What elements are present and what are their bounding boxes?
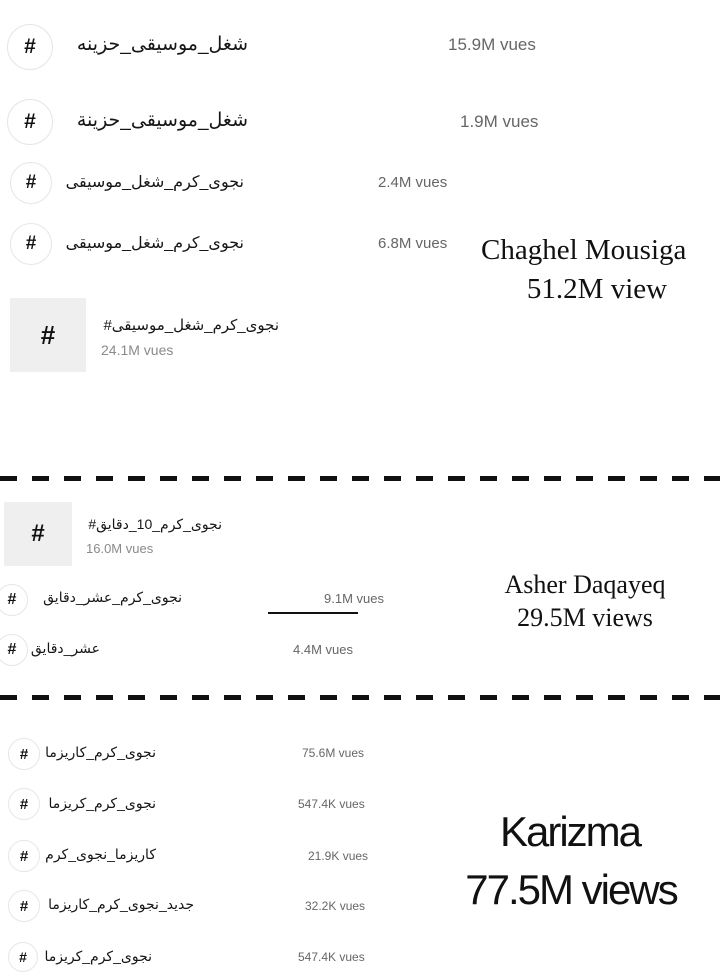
hashtag-label: عشر_دقايق bbox=[30, 640, 100, 656]
view-count: 4.4M vues bbox=[293, 642, 353, 657]
active-tab-underline bbox=[268, 612, 358, 614]
hashtag-icon: # bbox=[8, 738, 40, 770]
hashtag-icon: # bbox=[4, 502, 72, 566]
hashtag-label: كاريزما_نجوى_كرم bbox=[45, 846, 156, 862]
summary-title: Chaghel Mousiga bbox=[481, 234, 687, 266]
view-count: 547.4K vues bbox=[298, 797, 365, 811]
view-count: 16.0M vues bbox=[86, 541, 154, 556]
view-count: 547.4K vues bbox=[298, 950, 365, 964]
summary-views: 77.5M views bbox=[465, 866, 677, 913]
hashtag-label: نجوى_كرم_شغل_موسيقى bbox=[65, 174, 244, 191]
section-divider bbox=[0, 476, 720, 481]
view-count: 1.9M vues bbox=[460, 112, 539, 131]
view-count: 24.1M vues bbox=[101, 342, 174, 358]
summary-title: Asher Daqayeq bbox=[504, 570, 666, 599]
view-count: 15.9M vues bbox=[448, 35, 536, 54]
summary-views: 51.2M view bbox=[526, 273, 668, 305]
hashtag-icon: # bbox=[7, 24, 53, 70]
hashtag-icon: # bbox=[8, 840, 40, 872]
hashtag-label: نجوى_كرم_كاريزما bbox=[45, 744, 156, 760]
hashtag-label: نجوى_كرم_عشر_دقايق bbox=[43, 589, 182, 605]
hashtag-icon: # bbox=[8, 890, 40, 922]
hashtag-label: شغل_موسيقى_حزينة bbox=[76, 110, 248, 131]
hashtag-icon: # bbox=[10, 223, 52, 265]
hashtag-label: نجوى_كرم_شغل_موسيقى# bbox=[103, 317, 279, 334]
hashtag-label: نجوى_كرم_10_دقايق# bbox=[88, 516, 222, 532]
hashtag-label: جديد_نجوى_كرم_كاريزما bbox=[48, 896, 194, 912]
view-count: 21.9K vues bbox=[308, 849, 369, 863]
view-count: 32.2K vues bbox=[305, 899, 366, 913]
summary-title: Karizma bbox=[499, 808, 641, 855]
view-count: 9.1M vues bbox=[324, 591, 384, 606]
summary-views: 29.5M views bbox=[517, 603, 653, 632]
hashtag-label: نجوى_كرم_كريزما bbox=[44, 948, 152, 964]
hashtag-icon: # bbox=[8, 942, 38, 972]
hashtag-icon: # bbox=[10, 162, 52, 204]
view-count: 6.8M vues bbox=[378, 235, 448, 252]
hashtag-icon: # bbox=[7, 99, 53, 145]
hashtag-label: نجوى_كرم_شغل_موسيقى bbox=[65, 235, 244, 252]
hashtag-icon: # bbox=[10, 298, 86, 372]
hashtag-icon: # bbox=[8, 788, 40, 820]
section-divider bbox=[0, 695, 720, 700]
view-count: 2.4M vues bbox=[378, 174, 448, 191]
hashtag-icon: # bbox=[0, 634, 28, 666]
view-count: 75.6M vues bbox=[302, 746, 365, 760]
hashtag-label: نجوى_كرم_كريزما bbox=[48, 795, 156, 811]
hashtag-icon: # bbox=[0, 584, 28, 616]
hashtag-label: شغل_موسيقى_حزينه bbox=[76, 34, 248, 55]
